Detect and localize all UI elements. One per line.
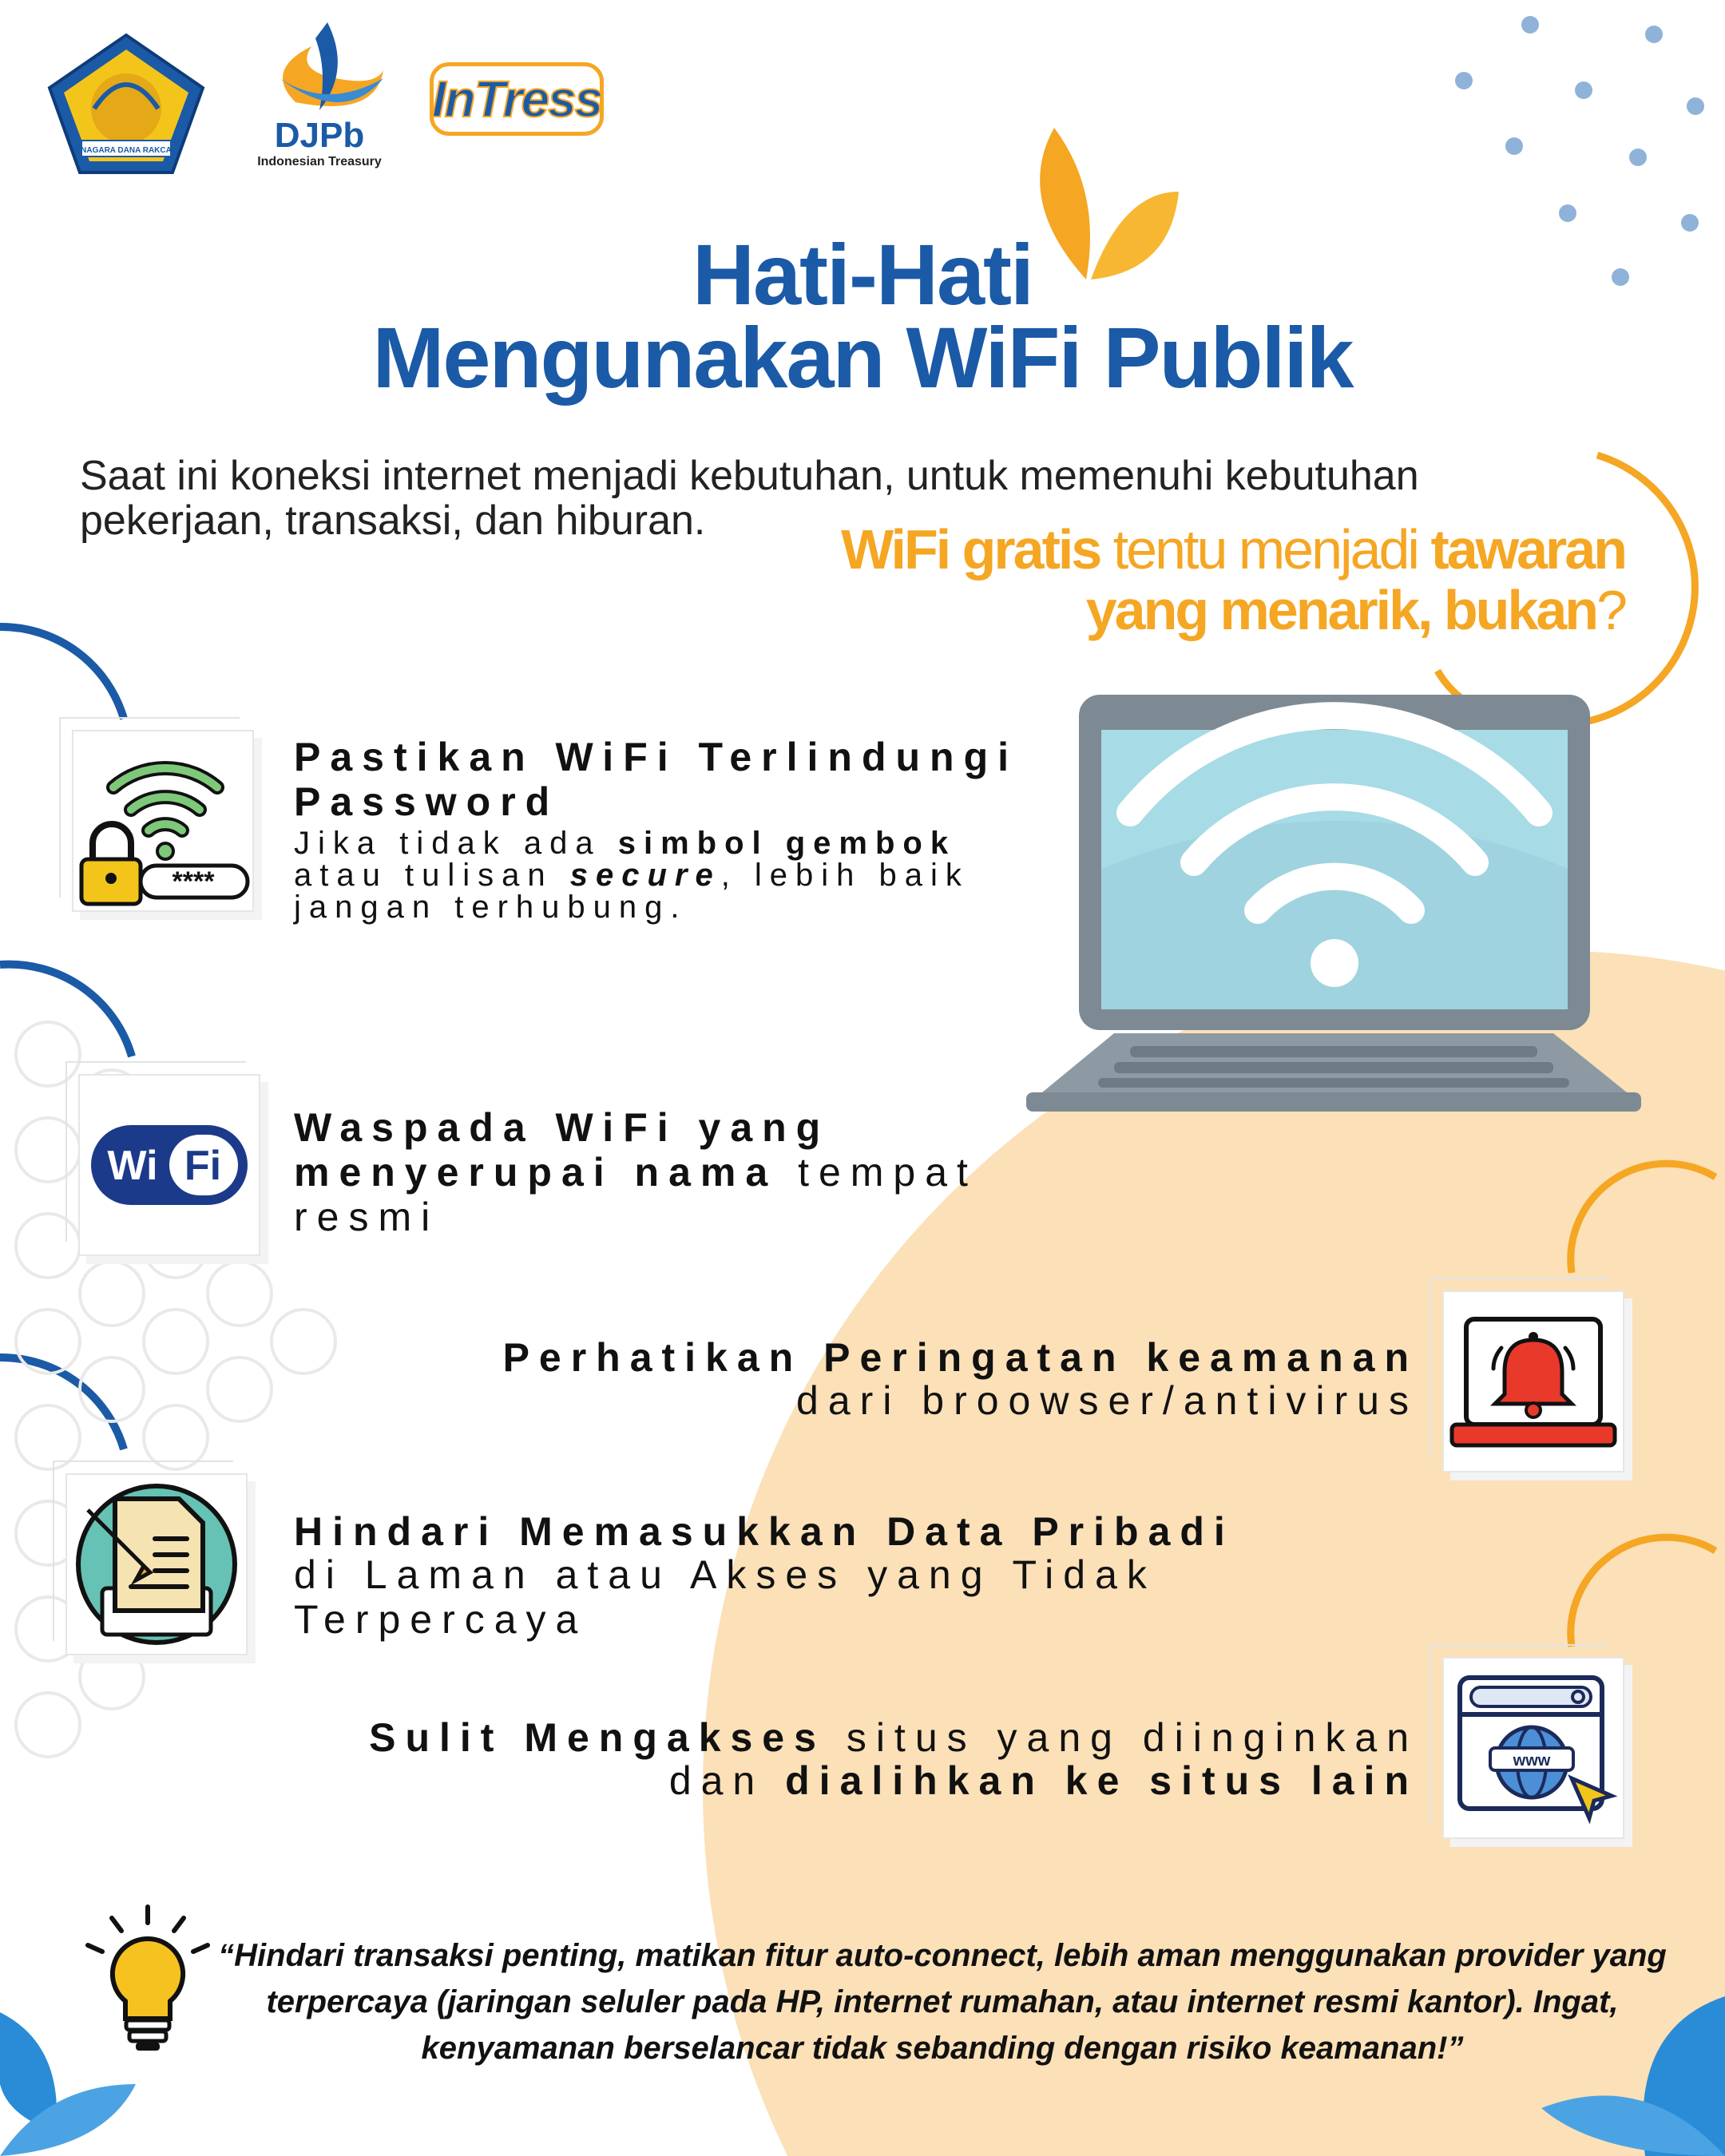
kemenkeu-logo xyxy=(46,32,206,176)
decor-dot xyxy=(1629,149,1647,166)
decor-dot xyxy=(1505,137,1523,155)
tip5-title-pre2: dan xyxy=(668,1758,786,1803)
tip1-body-pre: Jika tidak ada xyxy=(294,826,618,861)
djpb-name: DJPb xyxy=(274,116,365,155)
decor-dot xyxy=(1521,16,1539,34)
tip5-line-2 xyxy=(240,1758,1418,1803)
tip3-title-rest: dari broowser/antivirus xyxy=(796,1378,1418,1423)
closing-quote: “Hindari transaksi penting, matikan fitur auto-connect, lebih aman menggunakan provider yang terpercaya (jaringan seluler pada HP, internet rumahan, atau internet resmi kantor). Ingat, kenyamanan berselancar tidak sebanding dengan risiko keamanan!” xyxy=(218,1938,1667,2066)
tip4-title-bold: Hindari Memasukkan Data Pribadi xyxy=(294,1509,1235,1554)
wifi-badge-wi: Wi xyxy=(107,1143,158,1189)
tip1-body-mid: atau tulisan xyxy=(294,858,570,893)
intro-tagline xyxy=(841,519,1625,640)
intress-logo xyxy=(430,62,604,136)
tip5-title-mid: situs yang diinginkan xyxy=(825,1715,1418,1760)
tip2-title xyxy=(294,1105,1037,1239)
djpb-logo xyxy=(248,22,391,174)
tagline-bold-2: tawaran xyxy=(1430,518,1625,581)
password-stars: **** xyxy=(172,866,215,897)
tip2-title-rest: tempat resmi xyxy=(294,1150,978,1239)
tip4-title-rest: di Laman atau Akses yang Tidak Terpercaya xyxy=(294,1552,1156,1642)
tip4-icon-box xyxy=(65,1473,248,1655)
laptop-wifi-illustration xyxy=(1026,693,1641,1140)
wifi-lock-icon xyxy=(73,731,252,910)
tip1-icon-box xyxy=(72,730,254,912)
tip2-icon-box xyxy=(78,1074,260,1256)
decor-dot xyxy=(1455,72,1473,89)
title-line-1: Hati-Hati xyxy=(692,226,1033,323)
tip5-line-1 xyxy=(240,1715,1418,1760)
decor-dot xyxy=(1575,81,1592,99)
tip5-title-bold2: dialihkan ke situs lain xyxy=(785,1758,1418,1803)
decor-dot xyxy=(1687,97,1704,115)
djpb-sub: Indonesian Treasury xyxy=(257,155,382,168)
lightbulb-icon xyxy=(80,1904,216,2055)
decor-dot xyxy=(1645,26,1663,43)
tip3-icon-box xyxy=(1442,1290,1624,1472)
intro-text: Saat ini koneksi internet menjadi kebutuhan, untuk memenuhi kebutuhan pekerjaan, transaksi, dan hiburan. xyxy=(80,453,1419,544)
tip1-body-em: secure xyxy=(569,858,721,893)
tip2-title-bold: Waspada WiFi yang menyerupai nama xyxy=(294,1105,831,1195)
intress-name: InTress xyxy=(431,70,602,128)
tagline-bold-1: WiFi gratis xyxy=(841,518,1100,581)
tip1-title: Pastikan WiFi Terlindungi Password xyxy=(294,735,1019,824)
kemenkeu-motto: NAGARA DANA RAKCA xyxy=(81,146,172,155)
title-line-2: Mengunakan WiFi Publik xyxy=(372,309,1353,406)
tagline-question: ? xyxy=(1596,579,1625,641)
laptop-alert-icon xyxy=(1444,1292,1623,1471)
tagline-bold-3: yang menarik, bukan xyxy=(1085,579,1597,641)
tip1-body-bold: simbol gembok xyxy=(617,826,957,861)
tagline-thin-1: tentu menjadi xyxy=(1100,518,1431,581)
tip5-icon-box xyxy=(1442,1657,1624,1839)
wifi-badge-fi: Fi xyxy=(184,1143,222,1189)
decor-dot xyxy=(1559,204,1576,222)
tip5-title-bold: Sulit Mengakses xyxy=(369,1715,826,1760)
tip3-title-bold: Perhatikan Peringatan keamanan xyxy=(502,1335,1418,1380)
tip1-body xyxy=(294,827,1013,923)
djpb-emblem xyxy=(248,22,391,118)
wifi-badge-icon xyxy=(80,1076,259,1254)
tip1-body-post: , lebih baik jangan terhubung. xyxy=(294,858,970,925)
web-browser-icon xyxy=(1444,1659,1623,1837)
document-edit-icon xyxy=(67,1475,246,1654)
www-label: www xyxy=(1513,1752,1551,1770)
